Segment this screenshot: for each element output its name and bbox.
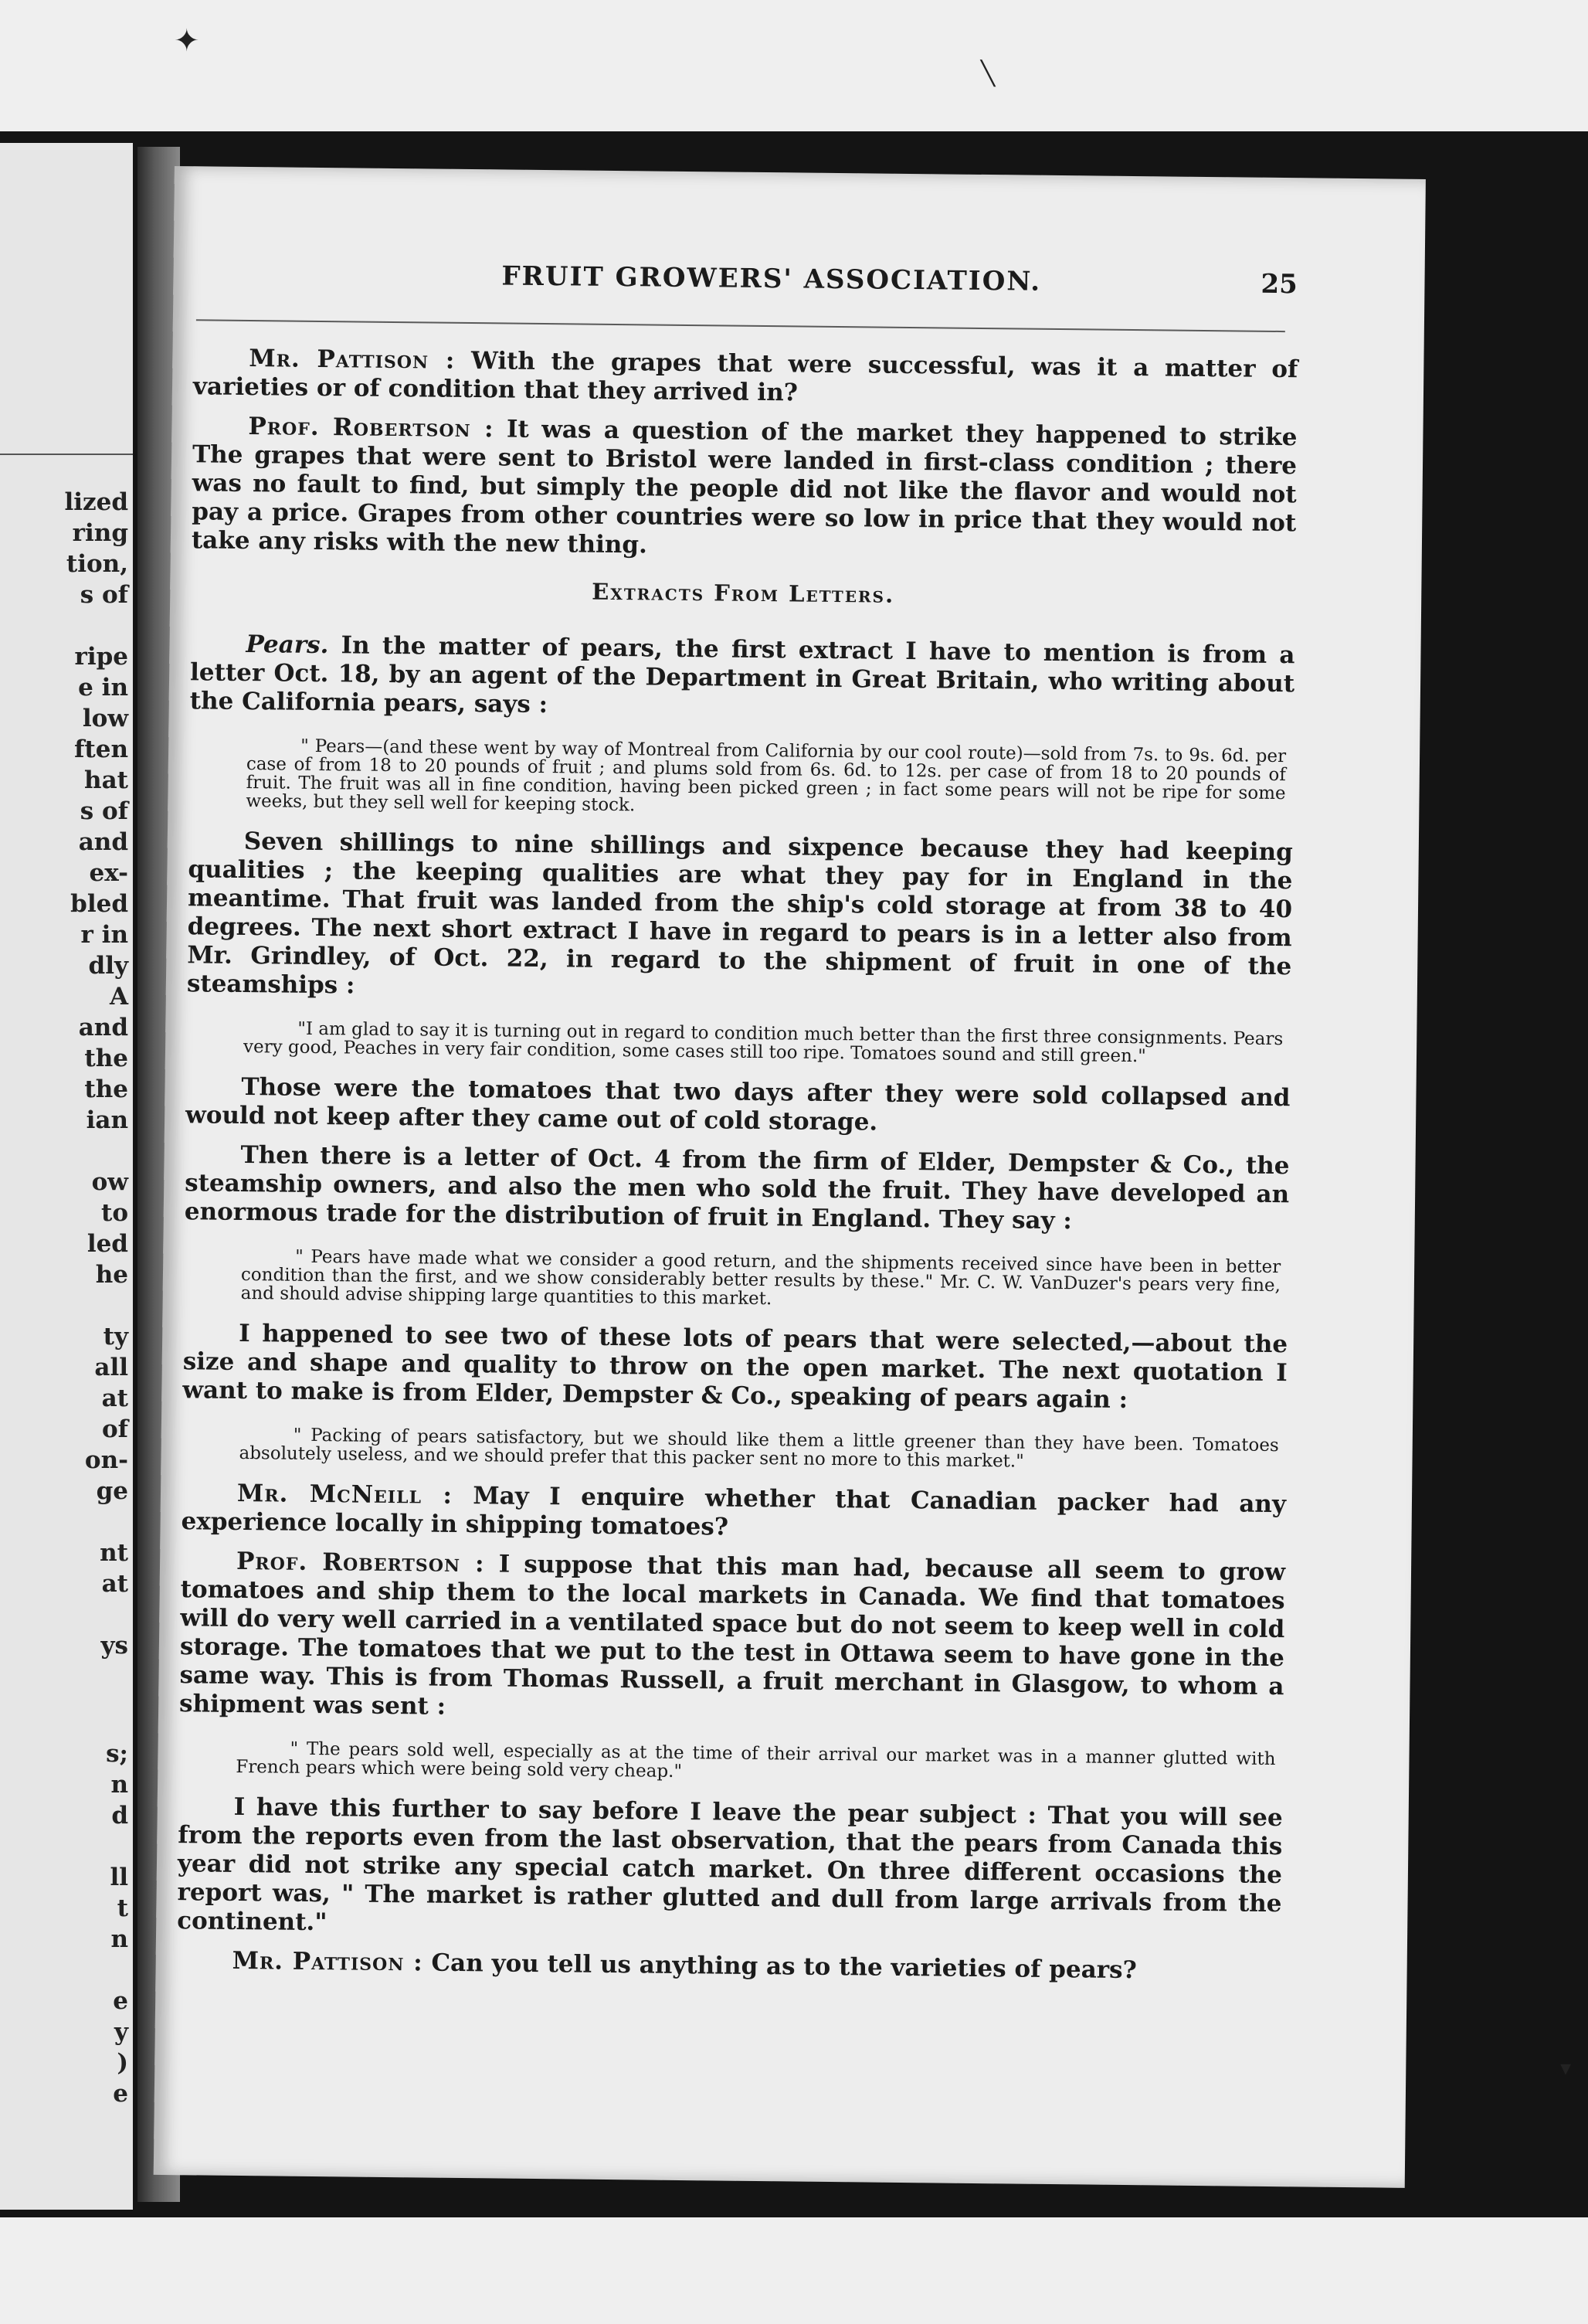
left-page-fragment: and (78, 1014, 128, 1041)
left-page-fragment: e (113, 2080, 128, 2108)
left-facing-page (0, 143, 133, 2210)
section-heading: Extracts From Letters. (592, 578, 895, 608)
left-page-fragment: lized (64, 488, 128, 516)
paragraph (190, 630, 1295, 727)
block-quote: " The pears sold well, especially as at the time of their arrival our market was in a manner glutted with French pears which were being sold very cheap." (236, 1738, 1276, 1782)
left-page-fragment: ge (96, 1477, 128, 1505)
left-page-fragment: ow (91, 1168, 128, 1196)
header-rule (196, 319, 1285, 332)
left-page-fragment: ripe (74, 643, 128, 671)
block-quote: " Pears—(and these went by way of Montreal from California by our cool route)—sold from 7s. to 9s. 6d. per case of from 18 to 20 pounds of fruit ; and plums sold from 6s. 6d. to 12s. per case of from 18 to 20 pounds of fruit. The fruit was all in fine condition, having been picked green ; in fact some pears will not be ripe for some weeks, but they sell well for keeping stock. (246, 736, 1287, 816)
left-page-fragment: s of (80, 797, 128, 825)
left-page-fragment: all (94, 1354, 128, 1381)
left-page-fragment: led (87, 1230, 128, 1258)
block-quote: "I am glad to say it is turning out in regard to condition much better than the first three consignments. Pears very good, Peaches in very fair condition, some cases still too ripe. Tomatoes sound and still green." (243, 1018, 1284, 1067)
running-header (188, 257, 1298, 315)
paragraph-text: Can you tell us anything as to the varieties of pears? (422, 1949, 1137, 1985)
speaker-label: Mr. Pattison : (232, 1946, 423, 1977)
paragraph-text: I suppose that this man had, because all seem to grow tomatoes and ship them to the local markets in Canada. We find that tomatoes will do very well carried in a ventilated space but do not seem to keep well in cold storage. The tomatoes that we put to the test in Ottawa seem to have gone in the same way. This is from Thomas Russell, a fruit merchant in Glasgow, to whom a shipment was sent : (178, 1550, 1286, 1721)
paragraph: I have this further to say before I leave the pear subject : That you will see from the reports even from the last observation, that the pears from Canada this year did not strike any special catch market. On three different occasions the report was, " The market is rather glutted and dull from large arrivals from the continent." (177, 1792, 1283, 1937)
dust-speck: ▾ (1560, 2055, 1572, 2081)
dust-speck: ✦ (174, 23, 200, 59)
left-page-fragment: ys (100, 1632, 128, 1660)
paragraph (192, 412, 1298, 566)
left-page-fragment: r in (80, 921, 128, 949)
left-page-fragment: n (110, 1925, 128, 1953)
paragraph-text: May I enquire whether that Canadian packer had any experience locally in shipping tomatoes? (181, 1481, 1287, 1541)
left-page-fragment: low (82, 705, 128, 732)
speaker-label: Prof. Robertson : (248, 413, 494, 443)
left-page-fragment: dly (88, 952, 128, 980)
left-page-fragment: on- (84, 1446, 128, 1474)
left-page-fragment: ) (117, 2049, 128, 2077)
left-page-fragment: t (117, 1894, 128, 1922)
scan-background-top (0, 0, 1588, 147)
paragraph: Seven shillings to nine shillings and sixpence because they had keeping qualities ; the keeping qualities are what they pay for in England in the meantime. That fruit was landed from the ship's cold storage at from 38 to 40 degrees. The next short extract I have in regard to pears is in a letter also from Mr. Grindley, of Oct. 22, in regard to the shipment of fruit in one of the steamships : (186, 827, 1293, 1000)
left-page-fragment: he (95, 1261, 128, 1289)
dust-speck: ╲ (981, 60, 996, 87)
speaker-label: Mr. Pattison : (249, 345, 456, 375)
paragraph: I happened to see two of these lots of pears that were selected,—about the size and shape and quality to throw on the open market. The next quotation I want to make is from Elder, Dempster & Co., speaking of pears again : (182, 1319, 1288, 1415)
left-page-fragment: d (111, 1802, 128, 1830)
left-page-fragment: of (101, 1415, 128, 1443)
left-page-fragment: the (84, 1045, 128, 1072)
left-page-fragment: and (78, 828, 128, 856)
block-quote: " Pears have made what we consider a good return, and the shipments received since have been in better condition than the first, and we show considerably better results by these." Mr. C. W. VanDuzer's pears very fine, and should advise shipping large quantities to this market. (240, 1246, 1281, 1310)
left-page-fragment: s of (80, 581, 128, 609)
paragraph-text: It was a question of the market they happened to strike The grapes that were sent to Bristol were landed in first-class condition ; there was no fault to find, but simply the people did not like the flavor and would not pay a price. Grapes from other countries were so low in price that they would not take any risks with the new thing. (191, 415, 1298, 559)
left-page-fragment: bled (70, 890, 128, 918)
paragraph (179, 1547, 1285, 1730)
speaker-label: Mr. McNeill : (236, 1479, 453, 1510)
left-page-fragment: to (101, 1199, 128, 1227)
page-body (176, 344, 1298, 1997)
paragraph (176, 1946, 1281, 1986)
left-page-fragment: e (113, 1987, 128, 2015)
paragraph-text: In the matter of pears, the first extract I have to mention is from a letter Oct. 18, by an agent of the Department in Great Britain, who writing about the California pears, says : (189, 631, 1295, 719)
left-page-fragment: at (101, 1570, 128, 1598)
left-page-fragment: s; (106, 1740, 128, 1768)
left-page-fragment: ring (72, 519, 128, 547)
left-page-fragment: ian (86, 1106, 128, 1134)
left-page-fragment: tion, (66, 550, 128, 578)
left-page-fragment: y (114, 2018, 128, 2046)
paragraph: Those were the tomatoes that two days after they were sold collapsed and would not keep after they came out of cold storage. (185, 1072, 1291, 1137)
left-page-fragment: A (109, 983, 128, 1011)
left-page-fragment: ll (110, 1864, 128, 1891)
left-page-fragment: ften (74, 736, 128, 763)
page-number: 25 (1261, 268, 1298, 301)
block-quote: " Packing of pears satisfactory, but we should like them a little greener than they have been. Tomatoes absolutely useless, and we should prefer that this packer sent no more to this market." (239, 1425, 1279, 1472)
left-page-fragment: ex- (89, 859, 128, 887)
main-page (154, 166, 1426, 2188)
left-page-fragment: the (84, 1075, 128, 1103)
left-page-fragment: nt (100, 1539, 128, 1567)
paragraph-text: With the grapes that were successful, was it a matter of varieties or of condition that they arrived in? (192, 346, 1298, 407)
paragraph (193, 344, 1298, 413)
left-page-header-rule (0, 454, 133, 455)
paragraph: Then there is a letter of Oct. 4 from the firm of Elder, Dempster & Co., the steamship owners, and also the men who sold the fruit. They have developed an enormous trade for the distribution of fruit in England. They say : (184, 1140, 1290, 1235)
left-page-fragment: e in (78, 674, 128, 702)
paragraph (181, 1479, 1286, 1548)
running-title: FRUIT GROWERS' ASSOCIATION. (501, 260, 1042, 297)
speaker-label: Prof. Robertson : (236, 1547, 485, 1578)
paragraph-lead: Pears. (246, 630, 329, 660)
left-page-fragment: ty (103, 1323, 128, 1351)
left-page-fragment: hat (84, 766, 128, 794)
left-page-fragment: at (101, 1385, 128, 1412)
left-page-fragment: n (110, 1771, 128, 1799)
